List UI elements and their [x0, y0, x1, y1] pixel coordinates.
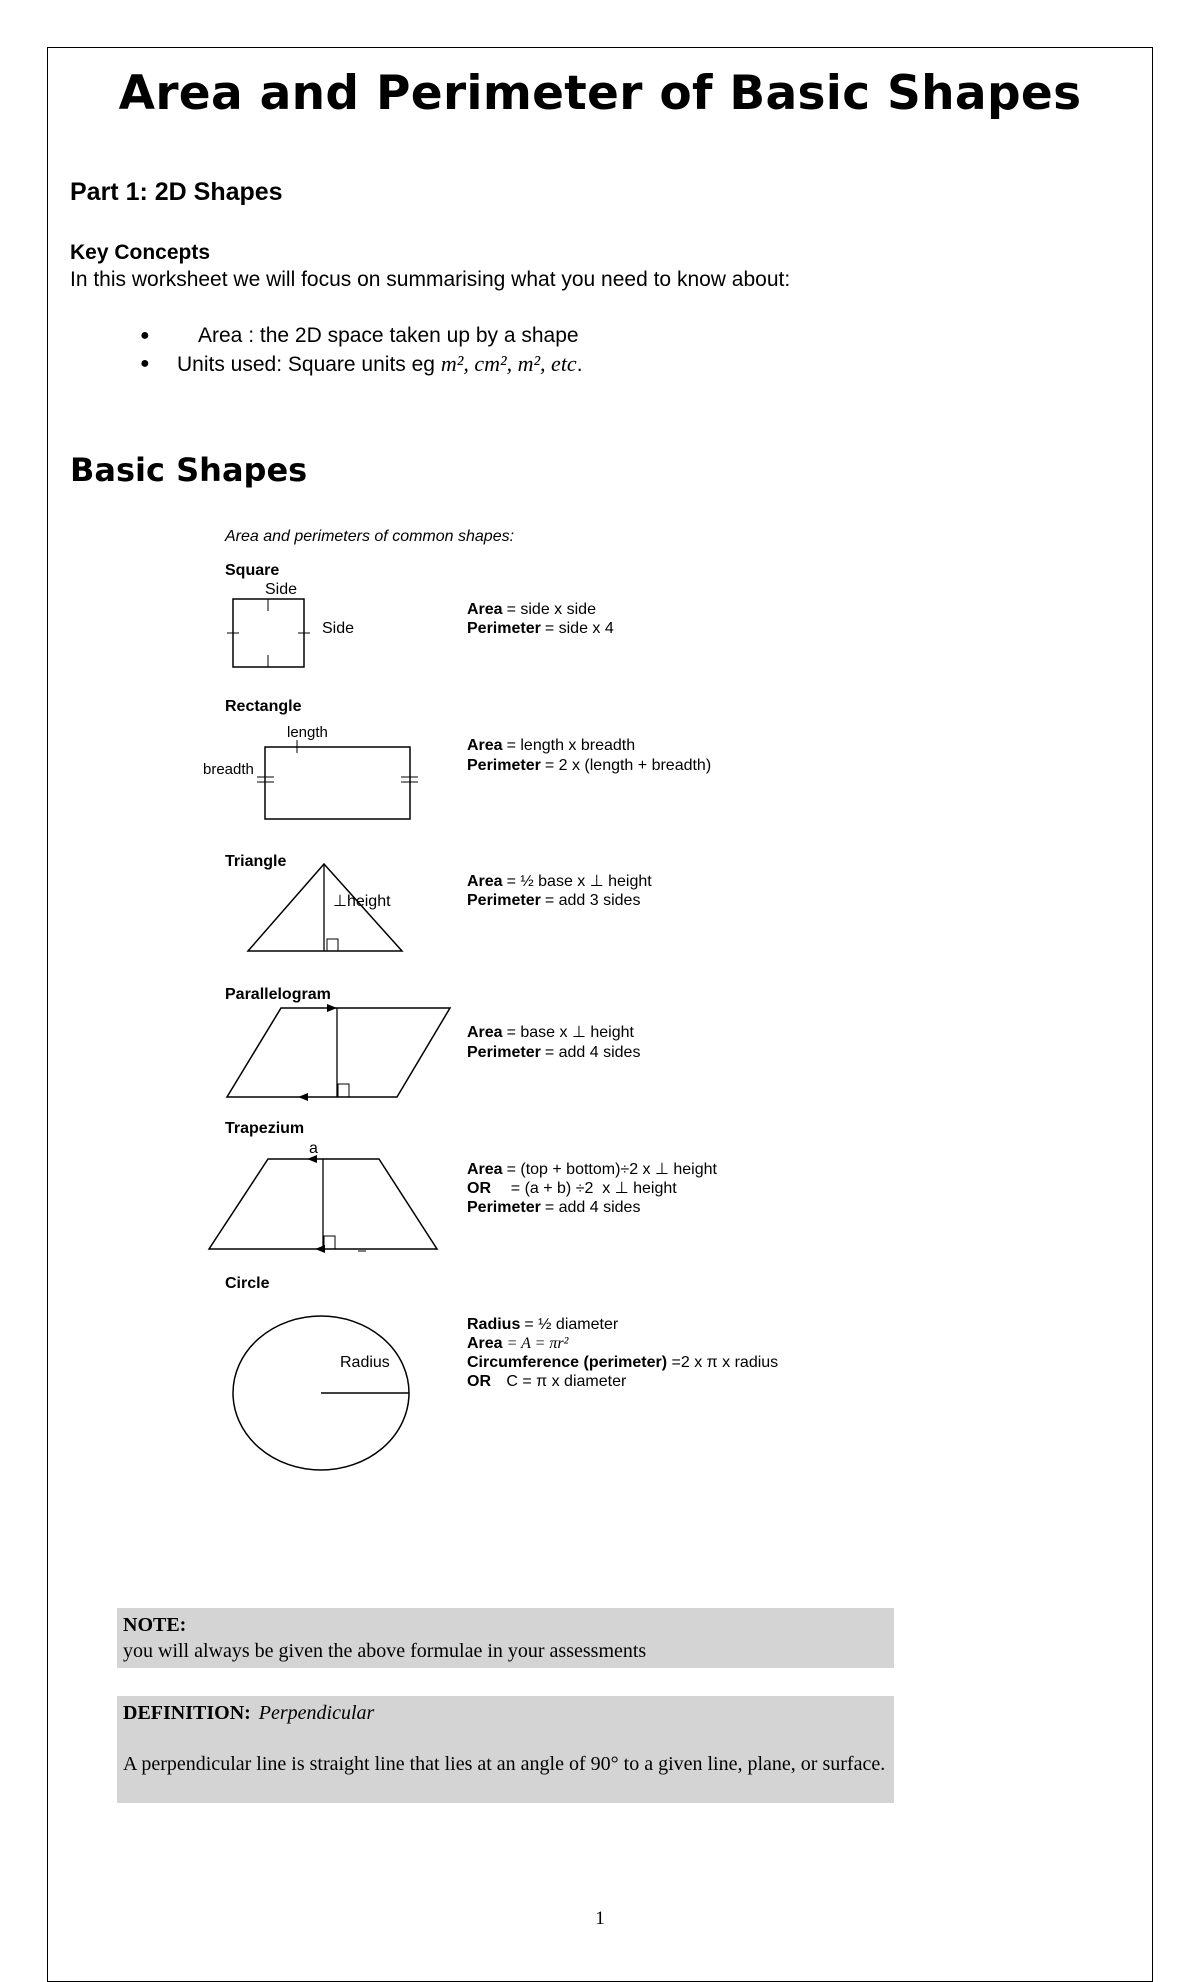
rectangle-area: Area = length x breadth [467, 737, 636, 754]
square-area: Area = side x side [467, 601, 596, 618]
parallelogram-perimeter: Perimeter = add 4 sides [467, 1044, 641, 1061]
note-label: NOTE: [123, 1614, 187, 1636]
circle-radius: Radius = ½ diameter [467, 1316, 619, 1333]
section-heading: Basic Shapes [70, 451, 308, 489]
rectangle-name: Rectangle [225, 698, 302, 715]
rectangle-shape [265, 747, 410, 819]
key-concepts-heading: Key Concepts [70, 241, 211, 264]
bullet-icon: ● [140, 355, 150, 372]
definition-text: A perpendicular line is straight line that lies at an angle of 90° to a given line, plane, or surface. [123, 1753, 886, 1775]
trapezium-perimeter: Perimeter = add 4 sides [467, 1199, 641, 1216]
note-box [117, 1608, 894, 1668]
trapezium-area: Area = (top + bottom)÷2 x ⊥ height [467, 1161, 717, 1178]
square-label-right: Side [322, 620, 355, 637]
figure-caption: Area and perimeters of common shapes: [225, 528, 515, 545]
page-number: 1 [595, 1908, 605, 1929]
circle-or: OR C = π x diameter [467, 1373, 627, 1390]
rectangle-label-left: breadth [203, 761, 254, 778]
definition-label: DEFINITION: [123, 1702, 251, 1724]
definition-term: Perpendicular [258, 1702, 375, 1724]
rectangle-label-top: length [287, 724, 328, 741]
bullet-text-units: Units used: Square units eg [177, 353, 435, 376]
parallelogram-area: Area = base x ⊥ height [467, 1024, 634, 1041]
triangle-area: Area = ½ base x ⊥ height [467, 873, 652, 890]
trapezium-or: OR = (a + b) ÷2 x ⊥ height [467, 1180, 677, 1197]
square-label-top: Side [265, 581, 298, 598]
intro-text: In this worksheet we will focus on summarising what you need to know about: [70, 268, 791, 291]
triangle-right-angle [327, 939, 338, 951]
parallelogram-name: Parallelogram [225, 986, 331, 1003]
parallelogram-right-angle [338, 1084, 349, 1097]
page-title: Area and Perimeter of Basic Shapes [118, 66, 1082, 121]
triangle-perimeter: Perimeter = add 3 sides [467, 892, 641, 909]
triangle-name: Triangle [225, 853, 287, 870]
note-text: you will always be given the above formulae in your assessments [123, 1640, 647, 1662]
list-item: ● Units used: Square units eg m², cm², m², etc. [140, 351, 583, 376]
triangle-label-height: ⊥height [333, 893, 391, 910]
bullet-icon: ● [140, 327, 150, 344]
trapezium-right-angle [324, 1236, 335, 1249]
parallelogram-arrow-bottom [298, 1093, 308, 1101]
square-name: Square [225, 562, 280, 579]
rectangle-perimeter: Perimeter = 2 x (length + breadth) [467, 757, 712, 774]
trapezium-label-top: a [309, 1140, 318, 1157]
part-heading: Part 1: 2D Shapes [70, 178, 283, 206]
bullet-text-area: Area : the 2D space taken up by a shape [198, 324, 579, 347]
circle-circumference: Circumference (perimeter) =2 x π x radius [467, 1354, 779, 1371]
definition-box [117, 1696, 894, 1803]
circle-name: Circle [225, 1275, 270, 1292]
parallelogram-arrow-top [327, 1004, 337, 1012]
circle-label-radius: Radius [340, 1354, 390, 1371]
units-math: m², cm², m², etc [440, 351, 577, 376]
square-perimeter: Perimeter = side x 4 [467, 620, 614, 637]
circle-area: Area = A = πr² [467, 1335, 569, 1352]
trapezium-name: Trapezium [225, 1120, 305, 1137]
